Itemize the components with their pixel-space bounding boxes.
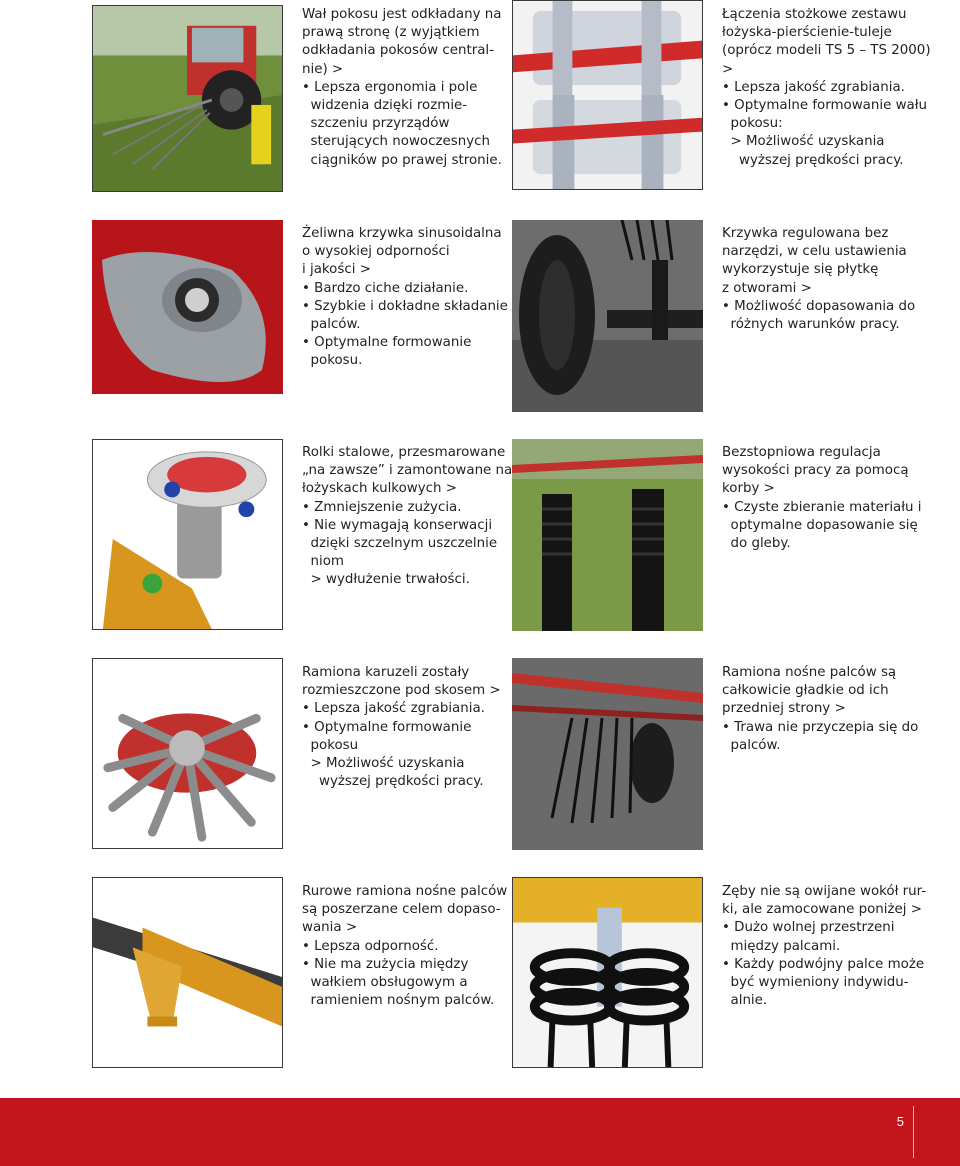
text-block-8: Ramiona nośne palców są całkowicie gładkie od ich przedniej strony > • Trawa nie przyczepia się do palców.	[722, 665, 919, 753]
text-block-1: Wał pokosu jest odkładany na prawą stronę (z wyjątkiem odkładania pokosów central- nie) > • Lepsza ergonomia i pole widzenia dzięki rozmie- szczeniu przyrządów sterujących nowoczesnych ciągników po prawej stronie.	[302, 7, 502, 168]
text-block-7: Ramiona karuzeli zostały rozmieszczone pod skosem > • Lepsza jakość zgrabiania. • Optymalne formowanie pokosu > Możliwość uzyskania wyższej prędkości pracy.	[302, 665, 501, 790]
rotor-arms-photo	[92, 658, 283, 849]
text-block-4: Krzywka regulowana bez narzędzi, w celu ustawienia wykorzystuje się płytkę z otworami > • Możliwość dopasowania do różnych warunków pracy.	[722, 226, 916, 333]
text-block-9: Rurowe ramiona nośne palców są poszerzane celem dopaso- wania > • Lepsza odporność. • Nie ma zużycia między wałkiem obsługowym a ramieniem nośnym palców.	[302, 884, 508, 1009]
tractor-rake-photo	[92, 5, 283, 192]
cast-iron-cam-photo	[92, 220, 283, 394]
crank-height-adjust-photo	[512, 439, 703, 631]
text-block-10: Zęby nie są owijane wokół rur- ki, ale zamocowane poniżej > • Dużo wolnej przestrzeni między palcami. • Każdy podwójny palce może być wymieniony indywidu- alnie.	[722, 884, 927, 1009]
adjustable-cam-wheel-photo	[512, 220, 703, 412]
tine-arms-photo	[512, 658, 703, 850]
tube-arm-diagram	[92, 877, 283, 1068]
footer-bar	[0, 1098, 960, 1166]
text-block-6: Bezstopniowa regulacja wysokości pracy za pomocą korby > • Czyste zbieranie materiału i optymalne dopasowanie się do gleby.	[722, 445, 922, 552]
steel-roller-diagram	[92, 439, 283, 630]
page-number: 5	[896, 1114, 904, 1129]
double-tine-photo	[512, 877, 703, 1068]
text-block-2: Łączenia stożkowe zestawu łożyska-pierścienie-tuleje (oprócz modeli TS 5 – TS 2000) > • Lepsza jakość zgrabiania. • Optymalne formowanie wału pokosu: > Możliwość uzyskania wyższej prędkości pracy.	[722, 7, 931, 168]
text-block-5: Rolki stalowe, przesmarowane „na zawsze” i zamontowane na łożyskach kulkowych > • Zmniejszenie zużycia. • Nie wymagają konserwacji dzięki szczelnym uszczelnie niom > wydłużenie trwałości.	[302, 445, 513, 588]
conical-bearing-photo	[512, 0, 703, 190]
text-block-3: Żeliwna krzywka sinusoidalna o wysokiej odporności i jakości > • Bardzo ciche działanie. • Szybkie i dokładne składanie palców. • Optymalne formowanie pokosu.	[302, 226, 508, 369]
footer-divider	[913, 1106, 914, 1158]
